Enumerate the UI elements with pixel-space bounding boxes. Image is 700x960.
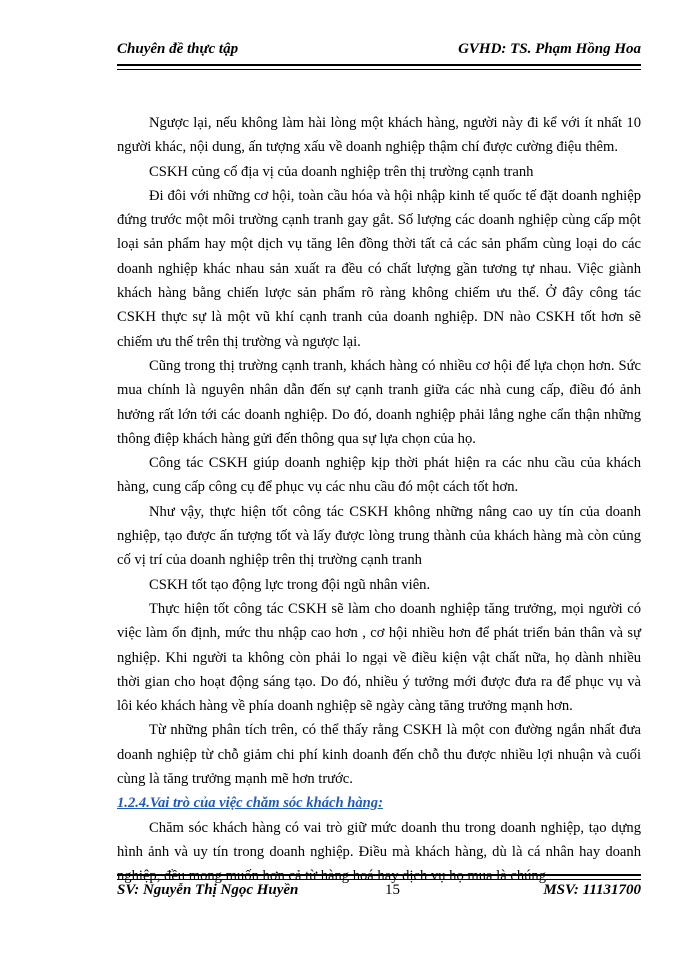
header-rule — [117, 64, 641, 70]
page-body — [117, 111, 641, 889]
paragraph: Ngược lại, nếu không làm hài lòng một khách hàng, người này đi kể với ít nhất 10 người khác, nội dung, ấn tượng xấu về doanh nghiệp thậm chí được cường điệu thêm. — [117, 115, 641, 156]
section-heading: 1.2.4.Vai trò của việc chăm sóc khách hàng: — [117, 795, 383, 812]
header-supervisor: GVHD: TS. Phạm Hồng Hoa — [458, 41, 641, 57]
page-header — [117, 39, 641, 63]
paragraph: Cũng trong thị trường cạnh tranh, khách hàng có nhiều cơ hội để lựa chọn hơn. Sức mua chính là nguyên nhân dẫn đến sự cạnh tranh giữa các nhà cung cấp, điều đó ảnh hưởng rất lớn tới các doanh nghiệp. Do đó, doanh nghiệp phải lắng nghe cẩn thận những thông điệp khách hàng gửi đến thông qua sự lựa chọn của họ. — [117, 357, 641, 447]
paragraph: Từ những phân tích trên, có thể thấy rằng CSKH là một con đường ngắn nhất đưa doanh nghiệp từ chỗ giảm chi phí kinh doanh đến chỗ thu được nhiều lợi nhuận và cuối cùng là tăng trưởng mạnh mẽ hơn trước. — [117, 722, 641, 788]
paragraph: Chăm sóc khách hàng có vai trò giữ mức doanh thu trong doanh nghiệp, tạo dựng hình ảnh và uy tín trong doanh nghiệp. Điều mà khách hàng, dù là cá nhân hay doanh nghiệp, đều mong muốn hơn cả từ hàng hoá hay dịch vụ họ mua là chúng — [117, 819, 641, 885]
paragraph: CSKH củng cố địa vị của doanh nghiệp trên thị trường cạnh tranh — [149, 163, 534, 180]
header-title: Chuyên đề thực tập — [117, 41, 239, 57]
page-number: 15 — [385, 882, 400, 898]
page-footer — [117, 880, 641, 904]
paragraph: Thực hiện tốt công tác CSKH sẽ làm cho doanh nghiệp tăng trưởng, mọi người có việc làm ổn định, mức thu nhập cao hơn , cơ hội nhiều hơn để phát triển bản thân và sự nghiệp. Khi người ta không còn phải lo ngại về điều kiện vật chất nữa, họ dành nhiều thời gian cho hoạt động sáng tạo. Do đó, nhiều ý tưởng mới được đưa ra để phục vụ và lôi kéo khách hàng về phía doanh nghiệp sẽ ngày càng tăng trưởng mạnh hơn. — [117, 600, 641, 715]
footer-student-id: MSV: 11131700 — [543, 882, 641, 898]
paragraph: Công tác CSKH giúp doanh nghiệp kịp thời phát hiện ra các nhu cầu của khách hàng, cung cấp công cụ để phục vụ các nhu cầu đó một cách tốt hơn. — [117, 455, 641, 496]
paragraph: Đi đôi với những cơ hội, toàn cầu hóa và hội nhập kinh tế quốc tế đặt doanh nghiệp đứng trước một môi trường cạnh tranh gay gắt. Số lượng các doanh nghiệp cùng cấp một loại sản phẩm hay một dịch vụ tăng lên đồng thời tất cả các sản phẩm cùng loại do các doanh nghiệp khác nhau sản xuất ra đều có chất lượng gần tương tự nhau. Việc giành khách hàng bằng chiến lược sản phẩm rõ ràng không chiếm ưu thế. Ở đây công tác CSKH thực sự là một vũ khí cạnh tranh của doanh nghiệp. DN nào CSKH tốt hơn sẽ chiếm ưu thế trên thị trường và ngược lại. — [117, 187, 641, 350]
paragraph: Như vậy, thực hiện tốt công tác CSKH không những nâng cao uy tín của doanh nghiệp, tạo được ấn tượng tốt và lấy được lòng trung thành của khách hàng mà còn củng cố vị trí của doanh nghiệp trên thị trường cạnh tranh — [117, 503, 641, 569]
paragraph: CSKH tốt tạo động lực trong đội ngũ nhân viên. — [149, 576, 431, 593]
footer-student: SV: Nguyễn Thị Ngọc Huyền — [117, 882, 299, 898]
